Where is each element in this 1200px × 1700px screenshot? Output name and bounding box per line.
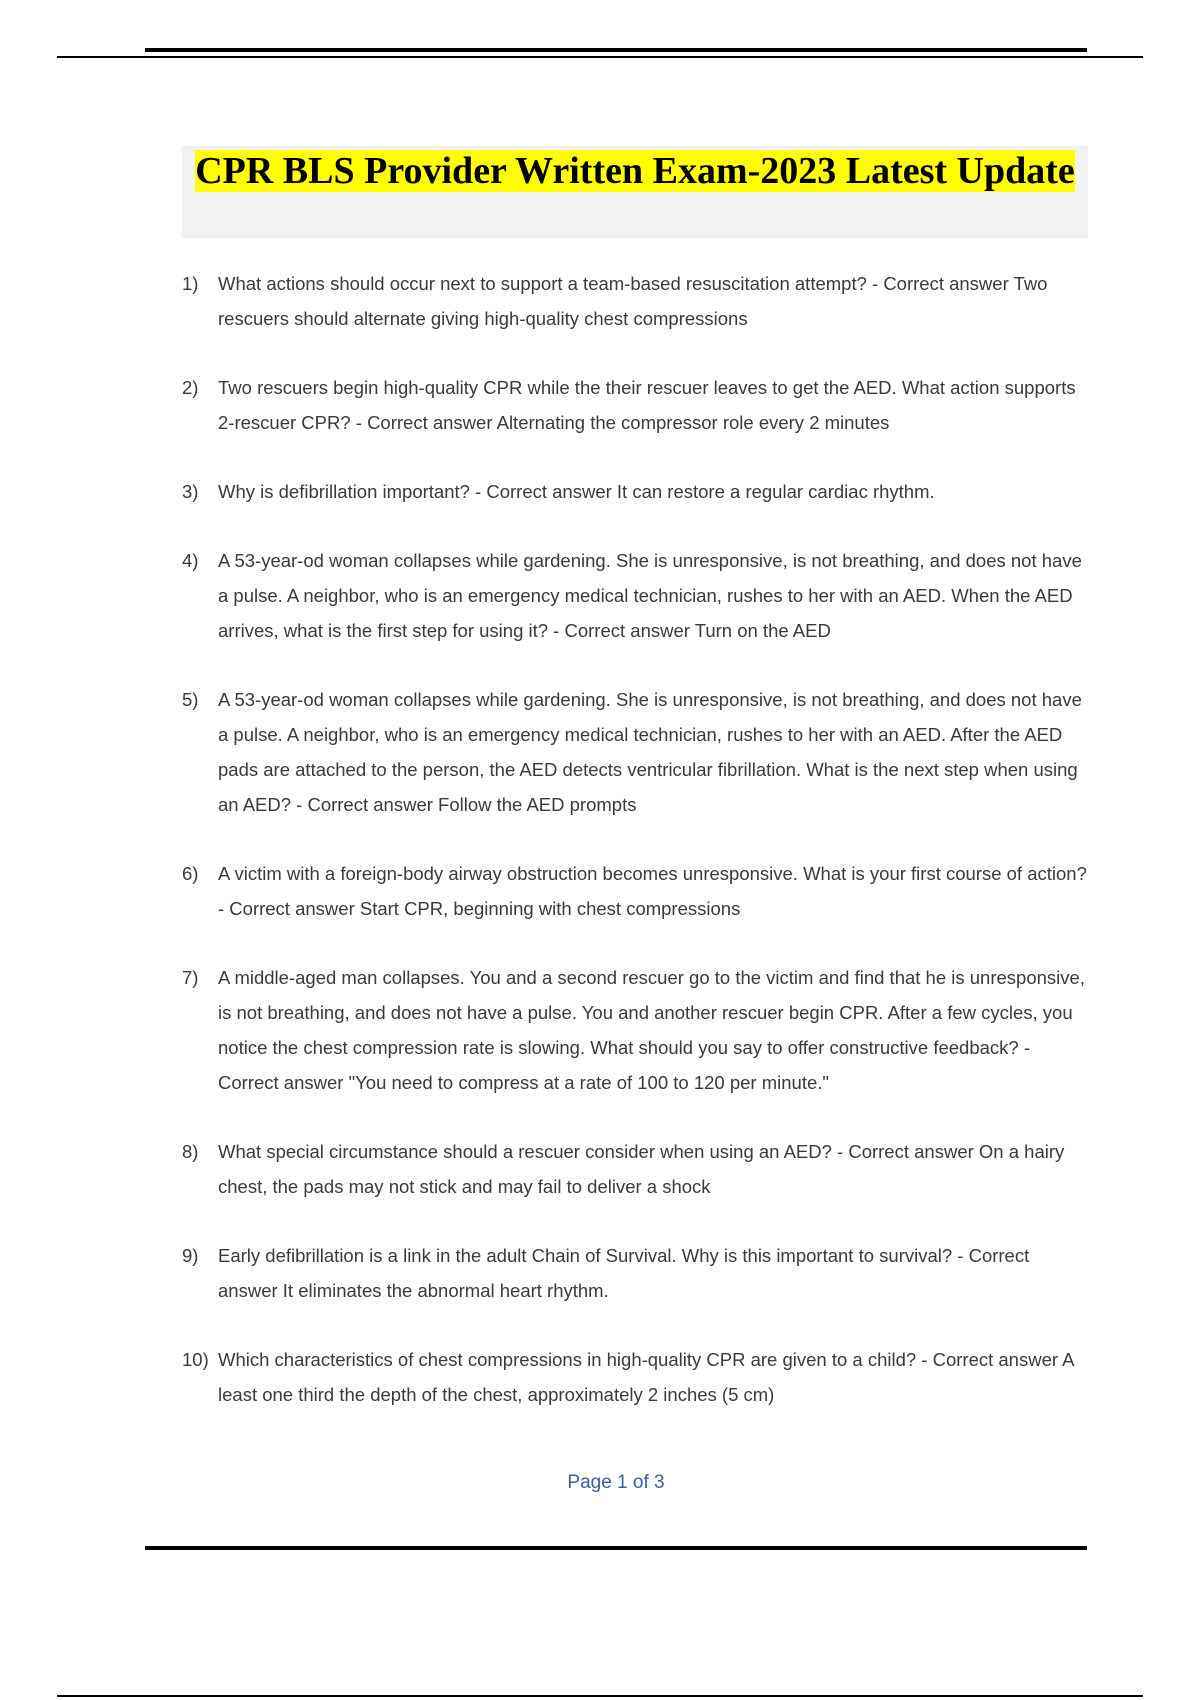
question-item (182, 960, 1088, 1100)
page-number: Page 1 of 3 (567, 1472, 665, 1493)
question-text: Why is defibrillation important? - Correct answer It can restore a regular cardiac rhythm. (218, 481, 935, 502)
question-number: 6) (182, 863, 199, 884)
question-text: Which characteristics of chest compressions in high-quality CPR are given to a child? - Correct answer A least one third the depth of the chest, approximately 2 inches (5 cm) (218, 1349, 1074, 1405)
question-number: 2) (182, 377, 199, 398)
question-item (182, 1134, 1088, 1204)
question-item (182, 543, 1088, 648)
question-text: A middle-aged man collapses. You and a second rescuer go to the victim and find that he is unresponsive, is not breathing, and does not have a pulse. You and another rescuer begin CPR. After a few cycles, you notice the chest compression rate is slowing. What should you say to offer constructive feedback? - Correct answer "You need to compress at a rate of 100 to 120 per minute." (218, 967, 1085, 1093)
question-item (182, 682, 1088, 822)
question-number: 7) (182, 967, 199, 988)
question-text: A 53-year-od woman collapses while gardening. She is unresponsive, is not breathing, and does not have a pulse. A neighbor, who is an emergency medical technician, rushes to her with an AED. After the AED pads are attached to the person, the AED detects ventricular fibrillation. What is the next step when using an AED? - Correct answer Follow the AED prompts (218, 689, 1082, 815)
question-text: A victim with a foreign-body airway obstruction becomes unresponsive. What is your first course of action? - Correct answer Start CPR, beginning with chest compressions (218, 863, 1087, 919)
top-rule-thin (57, 56, 1143, 58)
question-number: 9) (182, 1245, 199, 1266)
question-text: Two rescuers begin high-quality CPR while the their rescuer leaves to get the AED. What action supports 2-rescuer CPR? - Correct answer Alternating the compressor role every 2 minutes (218, 377, 1076, 433)
question-list (182, 266, 1088, 1446)
question-number: 5) (182, 689, 199, 710)
question-item (182, 474, 1088, 509)
top-rule-thick (145, 48, 1087, 52)
question-item (182, 266, 1088, 336)
title-banner (182, 146, 1088, 238)
question-text: A 53-year-od woman collapses while gardening. She is unresponsive, is not breathing, and does not have a pulse. A neighbor, who is an emergency medical technician, rushes to her with an AED. When the AED arrives, what is the first step for using it? - Correct answer Turn on the AED (218, 550, 1082, 641)
question-number: 4) (182, 550, 199, 571)
bottom-rule-thin (57, 1695, 1143, 1697)
question-number: 1) (182, 273, 199, 294)
question-text: What special circumstance should a rescuer consider when using an AED? - Correct answer On a hairy chest, the pads may not stick and may fail to deliver a shock (218, 1141, 1065, 1197)
question-text: What actions should occur next to support a team-based resuscitation attempt? - Correct answer Two rescuers should alternate giving high-quality chest compressions (218, 273, 1048, 329)
question-item (182, 370, 1088, 440)
question-item (182, 856, 1088, 926)
question-number: 3) (182, 481, 199, 502)
document-title: CPR BLS Provider Written Exam-2023 Latest Update (195, 150, 1075, 192)
question-number: 10) (182, 1349, 209, 1370)
question-text: Early defibrillation is a link in the adult Chain of Survival. Why is this important to survival? - Correct answer It eliminates the abnormal heart rhythm. (218, 1245, 1030, 1301)
question-number: 8) (182, 1141, 199, 1162)
question-item (182, 1238, 1088, 1308)
question-item (182, 1342, 1088, 1412)
bottom-rule-thick (145, 1546, 1087, 1550)
